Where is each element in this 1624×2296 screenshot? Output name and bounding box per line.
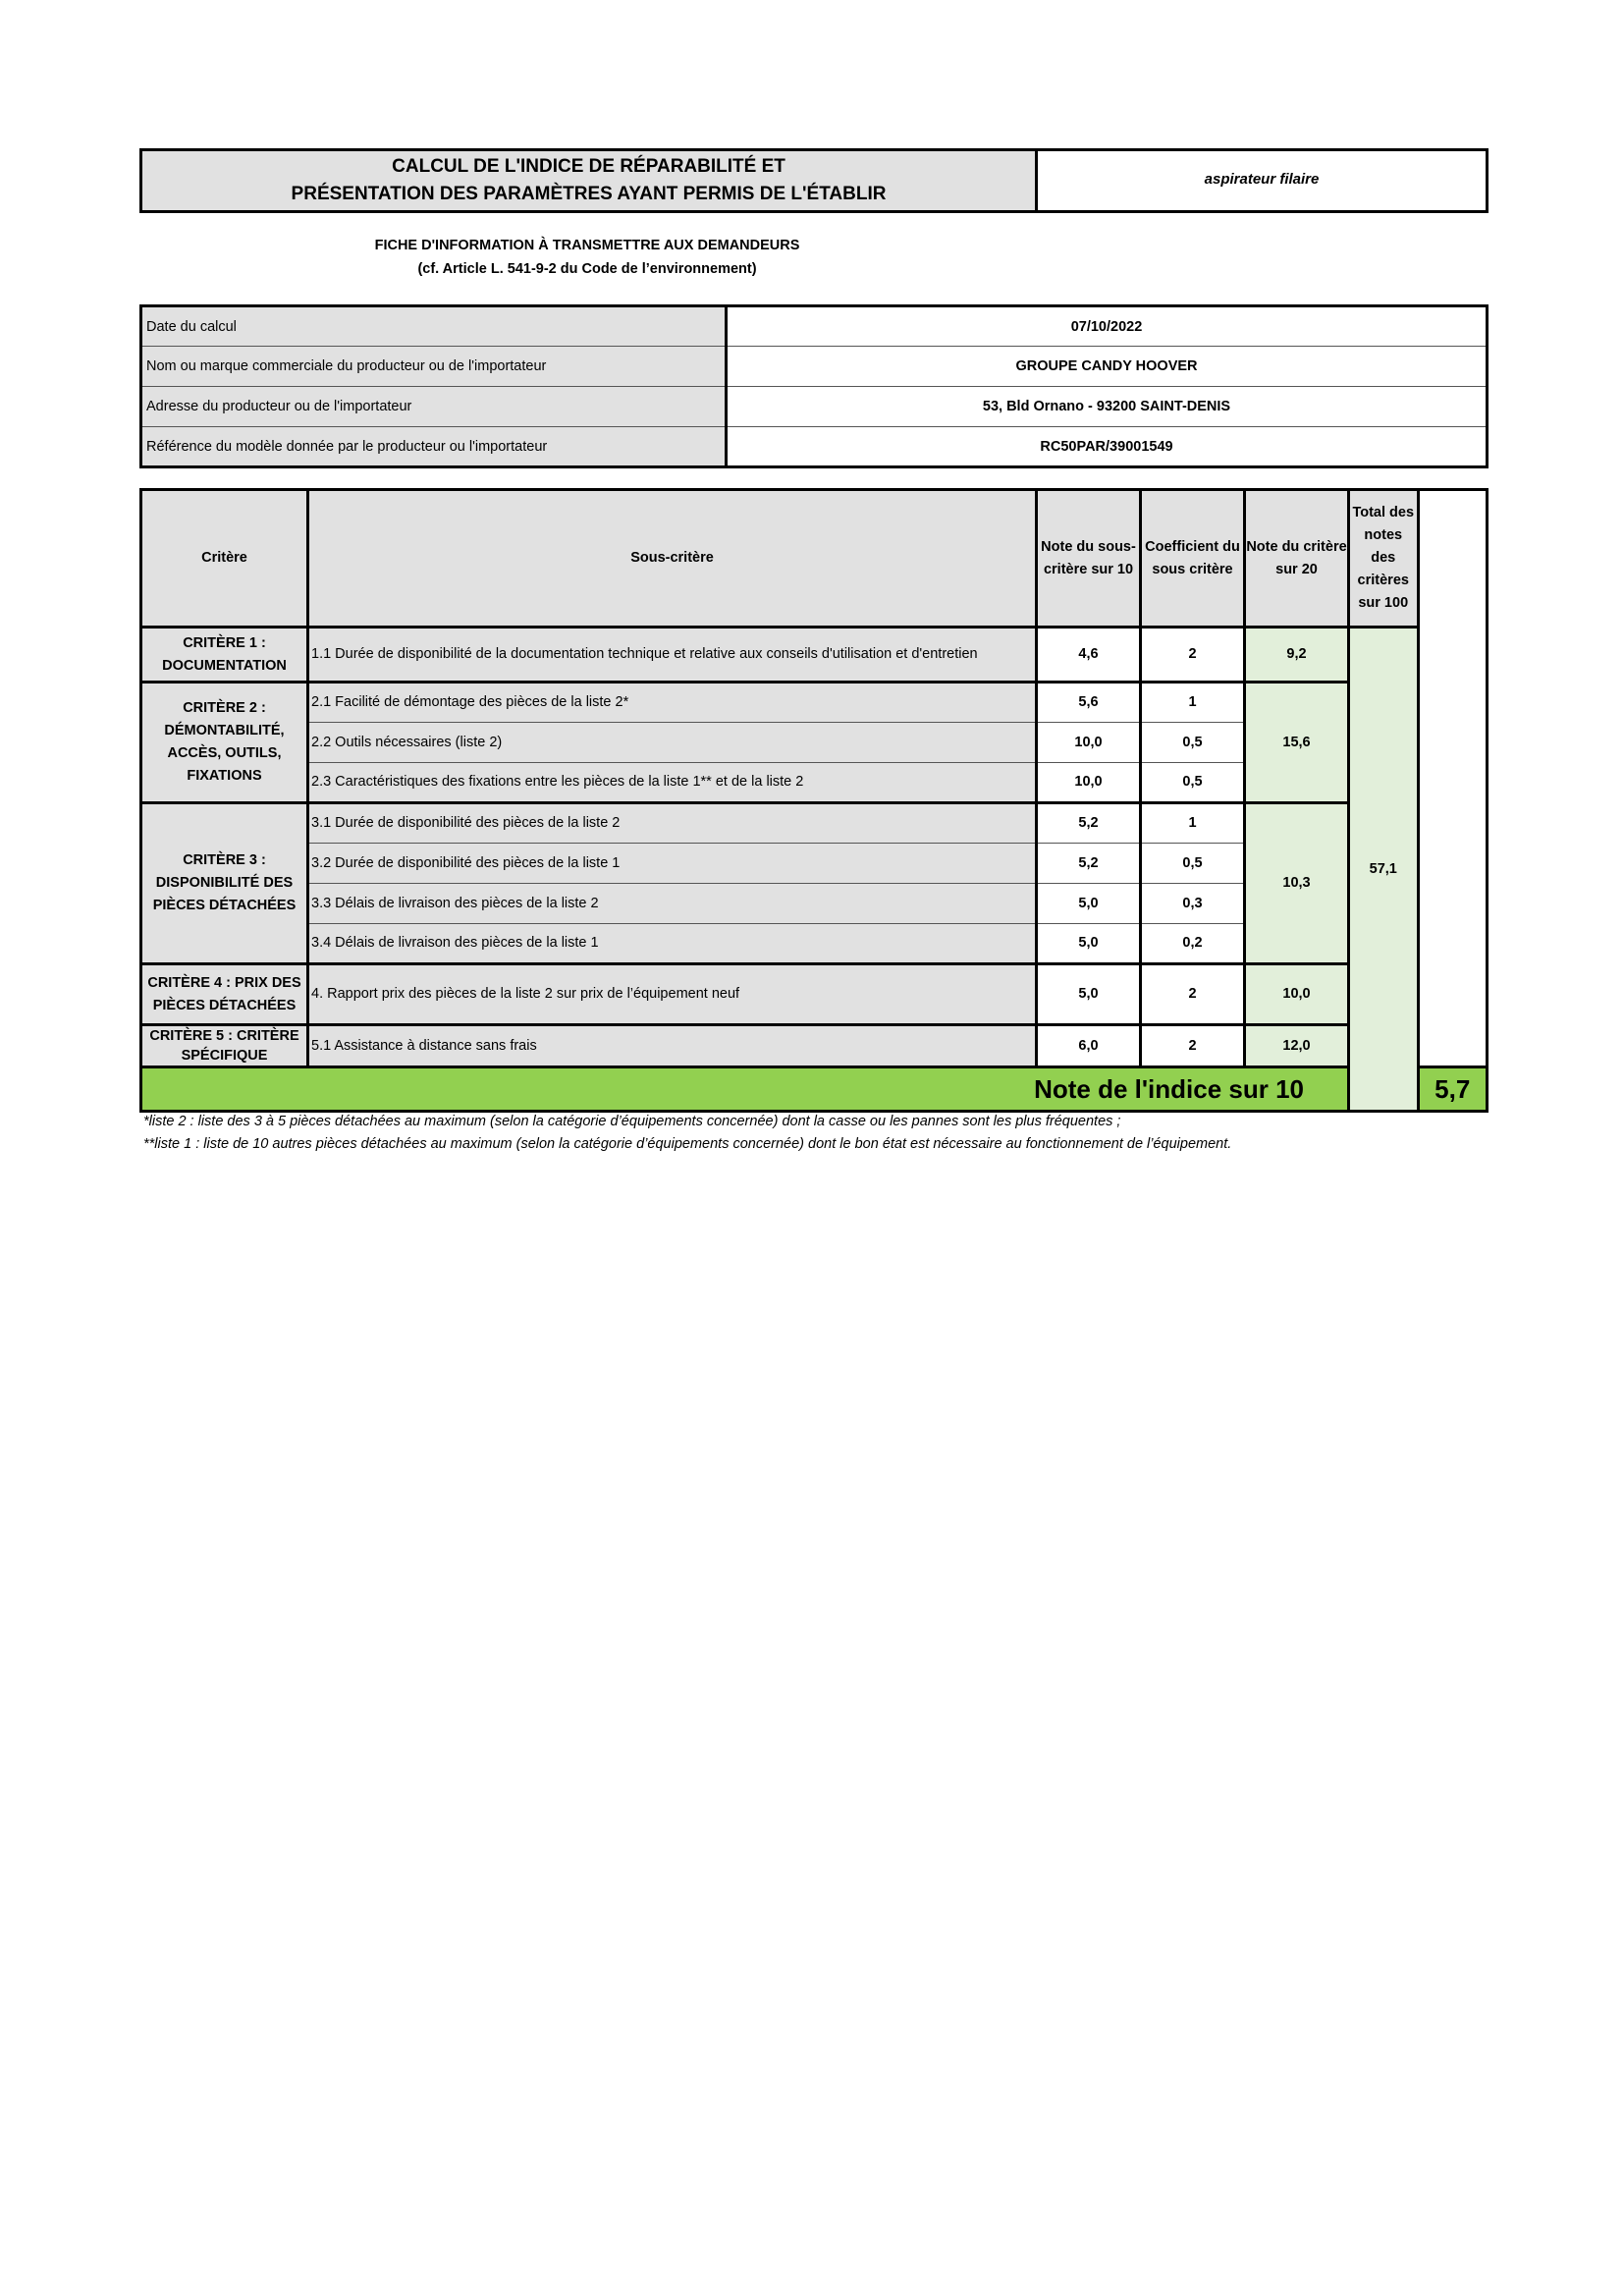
criterion-1-label: CRITÈRE 1 : DOCUMENTATION bbox=[141, 628, 308, 683]
sub-criterion-coef: 2 bbox=[1141, 628, 1245, 683]
header-total: Total des notes des critères sur 100 bbox=[1349, 490, 1419, 628]
table-header-row bbox=[141, 490, 1488, 628]
sub-criterion-coef: 2 bbox=[1141, 964, 1245, 1025]
sub-criterion-label: 3.4 Délais de livraison des pièces de la liste 1 bbox=[308, 924, 1037, 964]
sub-criterion-coef: 0,5 bbox=[1141, 844, 1245, 884]
product-category: aspirateur filaire bbox=[1204, 170, 1320, 188]
sub-criterion-coef: 1 bbox=[1141, 683, 1245, 723]
document-title bbox=[142, 151, 1038, 210]
table-row bbox=[141, 803, 1488, 844]
criterion-5-label: CRITÈRE 5 : CRITÈRE SPÉCIFIQUE bbox=[141, 1025, 308, 1067]
sub-criterion-note: 5,6 bbox=[1037, 683, 1141, 723]
fiche-line-2: (cf. Article L. 541-9-2 du Code de l’environnement) bbox=[417, 261, 757, 277]
sub-criterion-label: 3.1 Durée de disponibilité des pièces de la liste 2 bbox=[308, 803, 1037, 844]
final-score-row bbox=[141, 1067, 1488, 1112]
sub-criterion-coef: 0,5 bbox=[1141, 723, 1245, 763]
sub-criterion-label: 5.1 Assistance à distance sans frais bbox=[308, 1025, 1037, 1067]
total-notes-value: 57,1 bbox=[1349, 628, 1419, 1112]
sub-criterion-label: 3.3 Délais de livraison des pièces de la liste 2 bbox=[308, 884, 1037, 924]
criterion-2-label: CRITÈRE 2 : DÉMONTABILITÉ, ACCÈS, OUTILS, FIXATIONS bbox=[141, 683, 308, 803]
sub-criterion-label: 3.2 Durée de disponibilité des pièces de la liste 1 bbox=[308, 844, 1037, 884]
sub-criterion-label: 2.3 Caractéristiques des fixations entre les pièces de la liste 1** et de la liste 2 bbox=[308, 763, 1037, 803]
sub-criterion-coef: 0,5 bbox=[1141, 763, 1245, 803]
sub-criterion-coef: 1 bbox=[1141, 803, 1245, 844]
info-value: 07/10/2022 bbox=[727, 306, 1488, 347]
info-table bbox=[139, 304, 1489, 468]
sub-criterion-note: 6,0 bbox=[1037, 1025, 1141, 1067]
info-row bbox=[141, 427, 1488, 467]
info-row bbox=[141, 306, 1488, 347]
info-label: Date du calcul bbox=[141, 306, 727, 347]
sub-criterion-coef: 2 bbox=[1141, 1025, 1245, 1067]
table-row bbox=[141, 1025, 1488, 1067]
fiche-line-1: FICHE D'INFORMATION À TRANSMETTRE AUX DEMANDEURS bbox=[374, 238, 800, 253]
header-note-critere: Note du critère sur 20 bbox=[1245, 490, 1349, 628]
info-value: GROUPE CANDY HOOVER bbox=[727, 347, 1488, 387]
sub-criterion-note: 5,0 bbox=[1037, 964, 1141, 1025]
header-note-sous-critere: Note du sous-critère sur 10 bbox=[1037, 490, 1141, 628]
info-label: Nom ou marque commerciale du producteur ou de l'importateur bbox=[141, 347, 727, 387]
final-score-label: Note de l'indice sur 10 bbox=[141, 1067, 1349, 1112]
sub-criterion-label: 2.2 Outils nécessaires (liste 2) bbox=[308, 723, 1037, 763]
sub-criterion-note: 10,0 bbox=[1037, 723, 1141, 763]
header-critere: Critère bbox=[141, 490, 308, 628]
sub-criterion-note: 5,2 bbox=[1037, 803, 1141, 844]
header-sous-critere: Sous-critère bbox=[308, 490, 1037, 628]
sub-criterion-note: 5,0 bbox=[1037, 924, 1141, 964]
repairability-table bbox=[139, 488, 1489, 1113]
info-row bbox=[141, 387, 1488, 427]
document-header bbox=[139, 148, 1489, 213]
table-row bbox=[141, 683, 1488, 723]
footnote-liste-1: **liste 1 : liste de 10 autres pièces détachées au maximum (selon la catégorie d’équipements concernée) dont le bon état est nécessaire au fonctionnement de l’équipement. bbox=[143, 1136, 1232, 1152]
final-score-value: 5,7 bbox=[1418, 1067, 1488, 1112]
criterion-2-note: 15,6 bbox=[1245, 683, 1349, 803]
table-row bbox=[141, 628, 1488, 683]
criterion-3-note: 10,3 bbox=[1245, 803, 1349, 964]
sub-criterion-note: 5,0 bbox=[1037, 884, 1141, 924]
sub-criterion-note: 5,2 bbox=[1037, 844, 1141, 884]
criterion-5-note: 12,0 bbox=[1245, 1025, 1349, 1067]
footnotes bbox=[143, 1111, 1231, 1156]
info-value: RC50PAR/39001549 bbox=[727, 427, 1488, 467]
criterion-4-label: CRITÈRE 4 : PRIX DES PIÈCES DÉTACHÉES bbox=[141, 964, 308, 1025]
footnote-liste-2: *liste 2 : liste des 3 à 5 pièces détachées au maximum (selon la catégorie d’équipements concernée) dont la casse ou les pannes sont les plus fréquentes ; bbox=[143, 1114, 1121, 1129]
criterion-1-note: 9,2 bbox=[1245, 628, 1349, 683]
header-coefficient: Coefficient du sous critère bbox=[1141, 490, 1245, 628]
title-line-2: PRÉSENTATION DES PARAMÈTRES AYANT PERMIS DE L'ÉTABLIR bbox=[291, 184, 887, 204]
sub-criterion-note: 10,0 bbox=[1037, 763, 1141, 803]
table-row bbox=[141, 964, 1488, 1025]
sub-criterion-label: 4. Rapport prix des pièces de la liste 2 sur prix de l’équipement neuf bbox=[308, 964, 1037, 1025]
fiche-heading bbox=[139, 234, 1035, 281]
sub-criterion-note: 4,6 bbox=[1037, 628, 1141, 683]
title-line-1: CALCUL DE L'INDICE DE RÉPARABILITÉ ET bbox=[392, 156, 785, 177]
criterion-4-note: 10,0 bbox=[1245, 964, 1349, 1025]
sub-criterion-coef: 0,2 bbox=[1141, 924, 1245, 964]
info-value: 53, Bld Ornano - 93200 SAINT-DENIS bbox=[727, 387, 1488, 427]
info-label: Adresse du producteur ou de l'importateur bbox=[141, 387, 727, 427]
sub-criterion-label: 2.1 Facilité de démontage des pièces de la liste 2* bbox=[308, 683, 1037, 723]
criterion-3-label: CRITÈRE 3 : DISPONIBILITÉ DES PIÈCES DÉTACHÉES bbox=[141, 803, 308, 964]
sub-criterion-coef: 0,3 bbox=[1141, 884, 1245, 924]
sub-criterion-label: 1.1 Durée de disponibilité de la documentation technique et relative aux conseils d'utilisation et d'entretien bbox=[308, 628, 1037, 683]
info-row bbox=[141, 347, 1488, 387]
info-label: Référence du modèle donnée par le producteur ou l'importateur bbox=[141, 427, 727, 467]
